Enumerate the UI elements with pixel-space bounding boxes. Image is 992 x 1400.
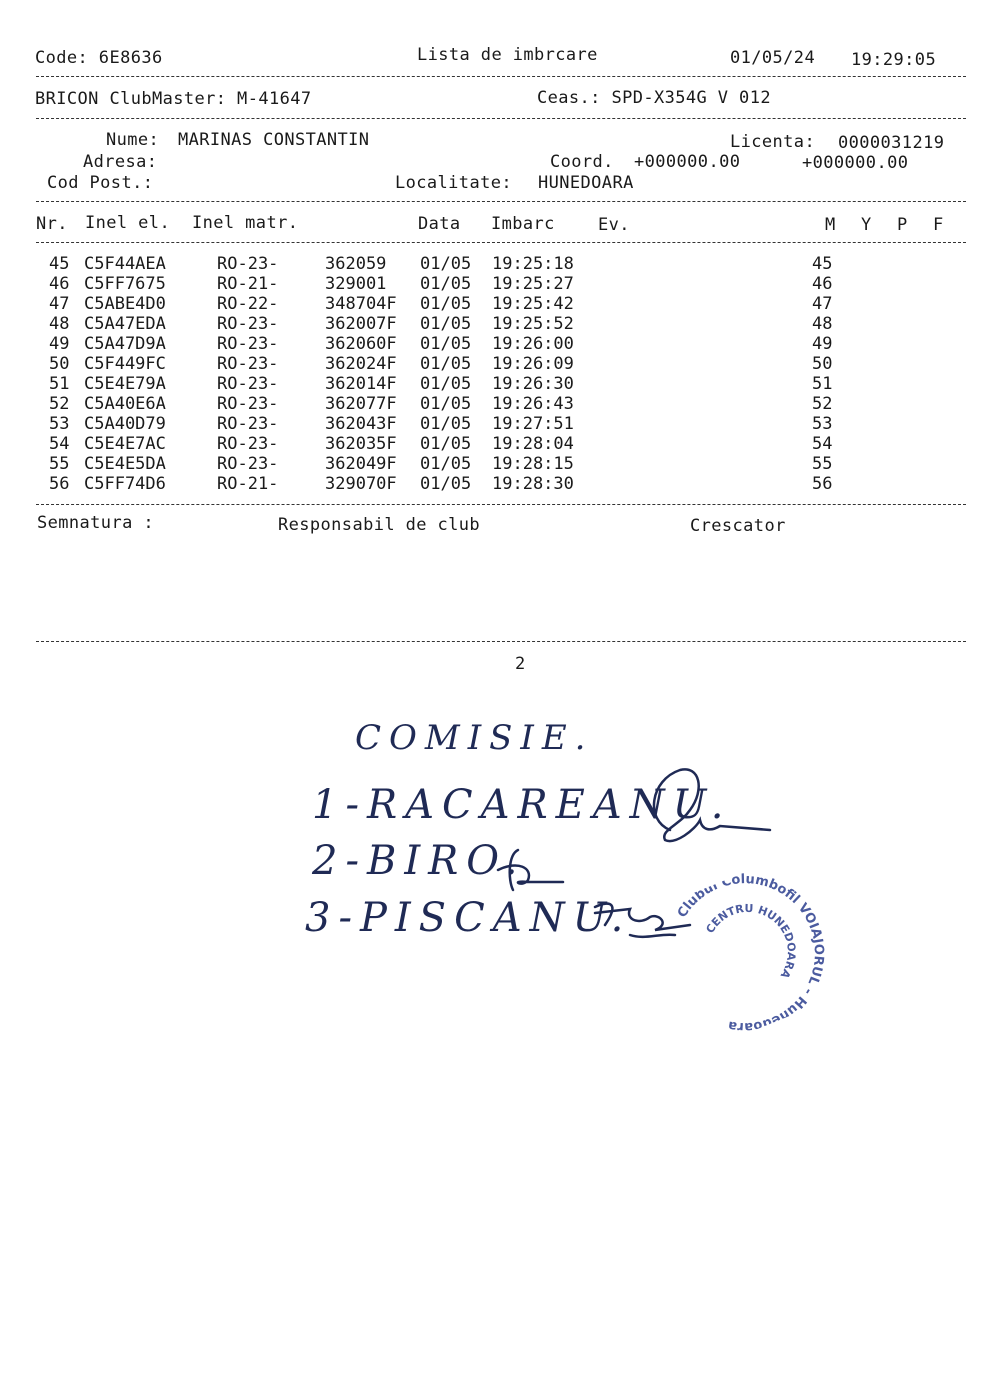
cell-nr: 48 xyxy=(49,314,70,334)
cell-time: 19:26:30 xyxy=(492,374,574,394)
cell-prefix: RO-21- xyxy=(217,474,279,494)
cell-time: 19:28:15 xyxy=(492,454,574,474)
owner-name: MARINAS CONSTANTIN xyxy=(178,130,370,150)
cell-ring-number: 362043F xyxy=(325,414,397,434)
cell-ring-el: C5ABE4D0 xyxy=(84,294,166,314)
cell-nr: 46 xyxy=(49,274,70,294)
cell-prefix: RO-23- xyxy=(217,454,279,474)
table-row xyxy=(0,254,992,274)
cell-time: 19:25:18 xyxy=(492,254,574,274)
cell-ring-el: C5E4E7AC xyxy=(84,434,166,454)
cell-date: 01/05 xyxy=(420,414,472,434)
divider xyxy=(36,242,966,243)
breeder-label: Crescator xyxy=(690,516,786,536)
divider xyxy=(36,504,966,505)
cell-ring-el: C5FF74D6 xyxy=(84,474,166,494)
cell-date: 01/05 xyxy=(420,254,472,274)
cell-m: 47 xyxy=(812,294,833,314)
club-stamp xyxy=(658,844,872,1047)
license-number: 0000031219 xyxy=(838,133,945,153)
document-code: Code: 6E8636 xyxy=(35,48,163,68)
cell-time: 19:25:42 xyxy=(492,294,574,314)
cell-prefix: RO-23- xyxy=(217,374,279,394)
cell-m: 45 xyxy=(812,254,833,274)
header-date: 01/05/24 xyxy=(730,48,816,68)
cell-ring-number: 362014F xyxy=(325,374,397,394)
club-responsible-label: Responsabil de club xyxy=(278,515,481,535)
cell-date: 01/05 xyxy=(420,454,472,474)
handwritten-line-3: 3-PISCANU. xyxy=(305,895,632,941)
cell-date: 01/05 xyxy=(420,334,472,354)
coord-x: +000000.00 xyxy=(634,152,741,172)
cell-date: 01/05 xyxy=(420,294,472,314)
cell-prefix: RO-23- xyxy=(217,394,279,414)
cell-nr: 45 xyxy=(49,254,70,274)
table-row xyxy=(0,374,992,394)
cell-nr: 53 xyxy=(49,414,70,434)
cell-ring-el: C5A40D79 xyxy=(84,414,166,434)
cell-ring-number: 362059 xyxy=(325,254,387,274)
name-label: Nume: xyxy=(106,130,160,150)
table-row xyxy=(0,274,992,294)
cell-prefix: RO-23- xyxy=(217,434,279,454)
cell-ring-el: C5E4E5DA xyxy=(84,454,166,474)
col-header-m: M xyxy=(825,215,836,235)
cell-ring-number: 362024F xyxy=(325,354,397,374)
cell-nr: 52 xyxy=(49,394,70,414)
cell-ring-number: 362049F xyxy=(325,454,397,474)
cell-date: 01/05 xyxy=(420,314,472,334)
table-row xyxy=(0,474,992,494)
stamp-inner-text: CENTRU HUNEDOARA xyxy=(703,901,798,981)
cell-date: 01/05 xyxy=(420,374,472,394)
table-row xyxy=(0,454,992,474)
locality: HUNEDOARA xyxy=(538,173,634,193)
cell-m: 53 xyxy=(812,414,833,434)
cell-prefix: RO-23- xyxy=(217,254,279,274)
clock-id: Ceas.: SPD-X354G V 012 xyxy=(537,88,771,108)
cell-m: 55 xyxy=(812,454,833,474)
cell-time: 19:25:27 xyxy=(492,274,574,294)
cell-date: 01/05 xyxy=(420,434,472,454)
cell-prefix: RO-23- xyxy=(217,354,279,374)
cell-nr: 54 xyxy=(49,434,70,454)
cell-ring-number: 362060F xyxy=(325,334,397,354)
address-label: Adresa: xyxy=(83,152,158,172)
cell-nr: 56 xyxy=(49,474,70,494)
cell-m: 51 xyxy=(812,374,833,394)
cell-time: 19:26:00 xyxy=(492,334,574,354)
cell-ring-el: C5A47EDA xyxy=(84,314,166,334)
col-header-y: Y xyxy=(861,215,872,235)
col-header-p: P xyxy=(897,215,908,235)
cell-nr: 55 xyxy=(49,454,70,474)
cell-nr: 51 xyxy=(49,374,70,394)
cell-nr: 49 xyxy=(49,334,70,354)
divider xyxy=(36,118,966,119)
cell-prefix: RO-23- xyxy=(217,414,279,434)
cell-ring-el: C5FF7675 xyxy=(84,274,166,294)
cell-ring-number: 362077F xyxy=(325,394,397,414)
license-label: Licenta: xyxy=(730,132,816,152)
col-header-data: Data xyxy=(418,214,461,234)
table-row xyxy=(0,334,992,354)
divider xyxy=(36,641,966,642)
header-time: 19:29:05 xyxy=(851,50,937,70)
cell-time: 19:26:43 xyxy=(492,394,574,414)
signature-mark xyxy=(488,840,578,900)
table-row xyxy=(0,394,992,414)
col-header-f: F xyxy=(933,215,944,235)
col-header-nr: Nr. xyxy=(36,214,68,234)
stamp-outer-text: Clubul Columbofil VOIAJORUL - Hunedoara xyxy=(674,872,827,1035)
cell-time: 19:28:04 xyxy=(492,434,574,454)
cell-prefix: RO-21- xyxy=(217,274,279,294)
cell-m: 52 xyxy=(812,394,833,414)
cell-ring-number: 329001 xyxy=(325,274,387,294)
table-row xyxy=(0,314,992,334)
cell-nr: 47 xyxy=(49,294,70,314)
locality-label: Localitate: xyxy=(395,173,512,193)
cell-date: 01/05 xyxy=(420,354,472,374)
cell-ring-el: C5E4E79A xyxy=(84,374,166,394)
cell-date: 01/05 xyxy=(420,474,472,494)
cell-m: 46 xyxy=(812,274,833,294)
col-header-imbarc: Imbarc xyxy=(491,214,555,234)
table-row xyxy=(0,354,992,374)
cell-prefix: RO-23- xyxy=(217,334,279,354)
cell-m: 50 xyxy=(812,354,833,374)
club-master: BRICON ClubMaster: M-41647 xyxy=(35,89,312,109)
cell-prefix: RO-22- xyxy=(217,294,279,314)
cell-m: 49 xyxy=(812,334,833,354)
divider xyxy=(36,76,966,77)
cell-ring-number: 362007F xyxy=(325,314,397,334)
table-row xyxy=(0,294,992,314)
divider xyxy=(36,201,966,202)
cell-prefix: RO-23- xyxy=(217,314,279,334)
cell-ring-el: C5A47D9A xyxy=(84,334,166,354)
signature-mark xyxy=(640,760,780,850)
cell-ring-number: 329070F xyxy=(325,474,397,494)
cell-m: 56 xyxy=(812,474,833,494)
page-number: 2 xyxy=(515,654,526,674)
cell-nr: 50 xyxy=(49,354,70,374)
cell-time: 19:27:51 xyxy=(492,414,574,434)
col-header-ring-el: Inel el. xyxy=(85,213,171,233)
postal-label: Cod Post.: xyxy=(47,173,154,193)
cell-date: 01/05 xyxy=(420,274,472,294)
handwritten-heading: COMISIE. xyxy=(355,718,594,758)
cell-date: 01/05 xyxy=(420,394,472,414)
coord-y: +000000.00 xyxy=(802,153,909,173)
cell-ring-el: C5A40E6A xyxy=(84,394,166,414)
cell-ring-el: C5F449FC xyxy=(84,354,166,374)
signature-label: Semnatura : xyxy=(37,513,154,533)
cell-m: 54 xyxy=(812,434,833,454)
table-row xyxy=(0,414,992,434)
document-title: Lista de imbrcare xyxy=(417,45,598,65)
handwritten-line-2: 2-BIRO. xyxy=(312,838,526,884)
cell-m: 48 xyxy=(812,314,833,334)
svg-text:Clubul Columbofil VOIAJORUL - xyxy=(668,848,850,1047)
cell-time: 19:26:09 xyxy=(492,354,574,374)
handwritten-line-1: 1-RACAREANU. xyxy=(312,782,732,828)
cell-ring-number: 348704F xyxy=(325,294,397,314)
cell-time: 19:25:52 xyxy=(492,314,574,334)
table-row xyxy=(0,434,992,454)
col-header-ev: Ev. xyxy=(598,215,630,235)
cell-ring-el: C5F44AEA xyxy=(84,254,166,274)
cell-ring-number: 362035F xyxy=(325,434,397,454)
coord-label: Coord. xyxy=(550,152,614,172)
cell-time: 19:28:30 xyxy=(492,474,574,494)
col-header-ring-matr: Inel matr. xyxy=(192,213,299,233)
